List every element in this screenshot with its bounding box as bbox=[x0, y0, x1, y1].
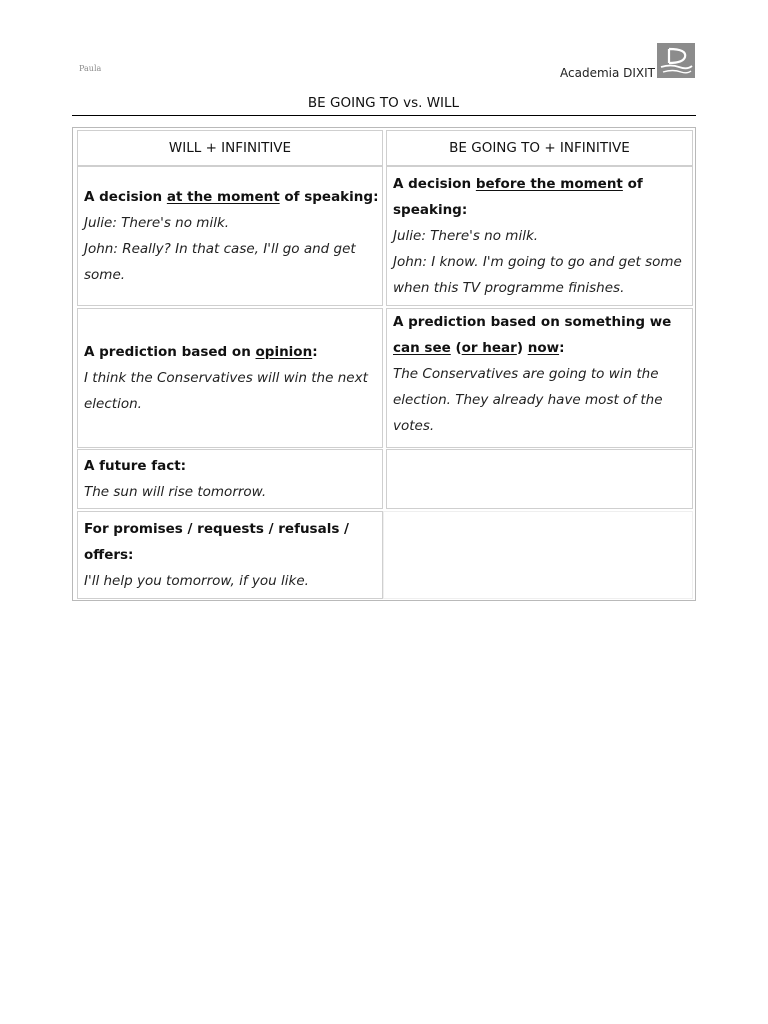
label-text: A decision bbox=[393, 176, 476, 192]
usage-label bbox=[84, 516, 382, 568]
brand-name: Academia DIXIT bbox=[560, 66, 656, 80]
key-phrase: opinion bbox=[255, 344, 313, 360]
table-cell bbox=[77, 511, 383, 599]
title-divider bbox=[72, 115, 696, 116]
label-text: A prediction based on bbox=[84, 344, 256, 360]
usage-label bbox=[84, 453, 382, 479]
key-phrase: at the moment bbox=[166, 189, 280, 205]
example-sentence: The Conservatives are going to win the election. They already have most of the votes. bbox=[393, 366, 663, 434]
example-sentence: John: I know. I'm going to go and get some when this TV programme finishes. bbox=[393, 254, 682, 296]
dixit-logo-icon bbox=[657, 43, 695, 78]
key-phrase: or hear bbox=[461, 340, 517, 356]
key-phrase: can see bbox=[393, 340, 451, 356]
comparison-table bbox=[72, 127, 696, 601]
usage-label bbox=[393, 171, 692, 223]
table-cell bbox=[77, 308, 383, 448]
table-cell bbox=[77, 449, 383, 509]
document-title: BE GOING TO vs. WILL bbox=[307, 95, 460, 111]
table-cell-empty bbox=[383, 511, 693, 599]
usage-label bbox=[84, 184, 382, 210]
label-text: ( bbox=[450, 340, 462, 356]
author-name: Paula bbox=[79, 64, 102, 73]
label-text: of speaking: bbox=[279, 189, 379, 205]
usage-label bbox=[393, 309, 692, 361]
label-text: A decision bbox=[84, 189, 167, 205]
label-text: : bbox=[559, 340, 565, 356]
table-cell-empty bbox=[386, 449, 693, 509]
label-text: of speaking: bbox=[393, 176, 643, 218]
example-sentence: The sun will rise tomorrow. bbox=[84, 484, 267, 500]
usage-label bbox=[84, 339, 382, 365]
example-sentence: John: Really? In that case, I'll go and get some. bbox=[84, 241, 356, 283]
table-cell bbox=[386, 166, 693, 306]
table-cell bbox=[77, 166, 383, 306]
example-sentence: I think the Conservatives will win the next election. bbox=[84, 370, 368, 412]
table-cell bbox=[386, 308, 693, 448]
example-sentence: I'll help you tomorrow, if you like. bbox=[84, 573, 309, 589]
key-phrase: now bbox=[527, 340, 560, 356]
key-phrase: before the moment bbox=[475, 176, 623, 192]
label-text: A future fact: bbox=[84, 458, 187, 474]
label-text: For promises / requests / refusals / offers: bbox=[84, 521, 349, 563]
label-text: ) bbox=[516, 340, 528, 356]
example-sentence: Julie: There's no milk. bbox=[84, 215, 230, 231]
label-text: A prediction based on something we bbox=[393, 314, 672, 330]
column-header-will: WILL + INFINITIVE bbox=[77, 130, 383, 166]
label-text: : bbox=[312, 344, 318, 360]
example-sentence: Julie: There's no milk. bbox=[393, 228, 539, 244]
column-header-going-to: BE GOING TO + INFINITIVE bbox=[386, 130, 693, 166]
